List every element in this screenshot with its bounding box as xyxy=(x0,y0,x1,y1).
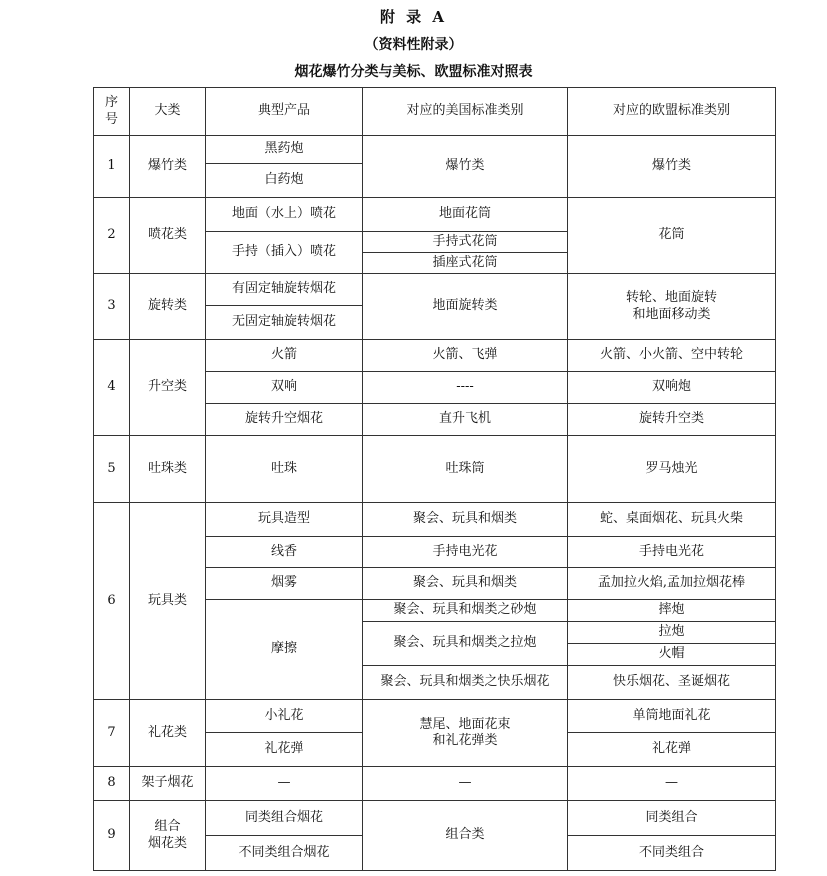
product-cell: 白药炮 xyxy=(206,164,363,198)
eu-cell: 手持电光花 xyxy=(568,537,776,568)
row-category: 礼花类 xyxy=(130,700,206,767)
us-cell: 聚会、玩具和烟类 xyxy=(363,503,568,537)
us-cell: 慧尾、地面花束 和礼花弹类 xyxy=(363,700,568,767)
product-cell: — xyxy=(206,767,363,801)
product-cell: 礼花弹 xyxy=(206,733,363,767)
eu-cell: 不同类组合 xyxy=(568,836,776,871)
product-cell: 吐珠 xyxy=(206,436,363,503)
row-no: 2 xyxy=(94,198,130,274)
row-category: 升空类 xyxy=(130,340,206,436)
table-row xyxy=(94,700,776,733)
eu-cell: 火箭、小火箭、空中转轮 xyxy=(568,340,776,372)
row-category: 架子烟花 xyxy=(130,767,206,801)
product-cell: 有固定轴旋转烟花 xyxy=(206,274,363,306)
product-cell: 地面（水上）喷花 xyxy=(206,198,363,232)
row-no: 3 xyxy=(94,274,130,340)
eu-cell: 摔炮 xyxy=(568,600,776,622)
product-cell: 摩擦 xyxy=(206,600,363,700)
table-row xyxy=(94,767,776,801)
table-title: 烟花爆竹分类与美标、欧盟标准对照表 xyxy=(294,64,533,80)
product-cell: 手持（插入）喷花 xyxy=(206,232,363,274)
col-header-category: 大类 xyxy=(130,88,206,136)
col-header-no: 序号 xyxy=(94,88,130,136)
eu-cell: 单筒地面礼花 xyxy=(568,700,776,733)
us-cell: 聚会、玩具和烟类之快乐烟花 xyxy=(363,666,568,700)
eu-cell: 双响炮 xyxy=(568,372,776,404)
us-cell: 聚会、玩具和烟类之砂炮 xyxy=(363,600,568,622)
product-cell: 线香 xyxy=(206,537,363,568)
row-no: 1 xyxy=(94,136,130,198)
table-row xyxy=(94,436,776,503)
product-cell: 同类组合烟花 xyxy=(206,801,363,836)
row-category: 爆竹类 xyxy=(130,136,206,198)
eu-cell: 花筒 xyxy=(568,198,776,274)
eu-cell: — xyxy=(568,767,776,801)
product-cell: 小礼花 xyxy=(206,700,363,733)
eu-cell: 礼花弹 xyxy=(568,733,776,767)
eu-cell: 蛇、桌面烟花、玩具火柴 xyxy=(568,503,776,537)
table-row xyxy=(94,136,776,164)
table-header-row xyxy=(94,88,776,136)
row-category: 组合 烟花类 xyxy=(130,801,206,871)
us-cell: ---- xyxy=(363,372,568,404)
product-cell: 旋转升空烟花 xyxy=(206,404,363,436)
eu-cell: 同类组合 xyxy=(568,801,776,836)
col-header-eu: 对应的欧盟标准类别 xyxy=(568,88,776,136)
eu-cell: 火帽 xyxy=(568,644,776,666)
classification-table xyxy=(93,87,776,871)
us-cell: 地面花筒 xyxy=(363,198,568,232)
col-header-us: 对应的美国标准类别 xyxy=(363,88,568,136)
table-row xyxy=(94,801,776,836)
table-row xyxy=(94,503,776,537)
us-cell: 爆竹类 xyxy=(363,136,568,198)
col-header-product: 典型产品 xyxy=(206,88,363,136)
row-category: 喷花类 xyxy=(130,198,206,274)
product-cell: 双响 xyxy=(206,372,363,404)
us-cell: 火箭、飞弹 xyxy=(363,340,568,372)
us-cell: 组合类 xyxy=(363,801,568,871)
product-cell: 玩具造型 xyxy=(206,503,363,537)
us-cell: — xyxy=(363,767,568,801)
eu-cell: 转轮、地面旋转 和地面移动类 xyxy=(568,274,776,340)
us-cell: 插座式花筒 xyxy=(363,253,568,274)
product-cell: 黑药炮 xyxy=(206,136,363,164)
row-category: 旋转类 xyxy=(130,274,206,340)
eu-cell: 旋转升空类 xyxy=(568,404,776,436)
eu-cell: 爆竹类 xyxy=(568,136,776,198)
product-cell: 烟雾 xyxy=(206,568,363,600)
table-row xyxy=(94,274,776,306)
row-category: 玩具类 xyxy=(130,503,206,700)
us-cell: 吐珠筒 xyxy=(363,436,568,503)
eu-cell: 快乐烟花、圣诞烟花 xyxy=(568,666,776,700)
product-cell: 无固定轴旋转烟花 xyxy=(206,306,363,340)
row-no: 5 xyxy=(94,436,130,503)
row-no: 7 xyxy=(94,700,130,767)
row-no: 8 xyxy=(94,767,130,801)
product-cell: 火箭 xyxy=(206,340,363,372)
row-no: 6 xyxy=(94,503,130,700)
us-cell: 地面旋转类 xyxy=(363,274,568,340)
eu-cell: 孟加拉火焰,孟加拉烟花棒 xyxy=(568,568,776,600)
us-cell: 聚会、玩具和烟类 xyxy=(363,568,568,600)
eu-cell: 拉炮 xyxy=(568,622,776,644)
us-cell: 手持电光花 xyxy=(363,537,568,568)
table-row xyxy=(94,198,776,232)
us-cell: 直升飞机 xyxy=(363,404,568,436)
appendix-note: （资料性附录） xyxy=(364,37,463,53)
table-row xyxy=(94,340,776,372)
row-no: 4 xyxy=(94,340,130,436)
product-cell: 不同类组合烟花 xyxy=(206,836,363,871)
us-cell: 聚会、玩具和烟类之拉炮 xyxy=(363,622,568,666)
eu-cell: 罗马烛光 xyxy=(568,436,776,503)
us-cell: 手持式花筒 xyxy=(363,232,568,253)
row-no: 9 xyxy=(94,801,130,871)
row-category: 吐珠类 xyxy=(130,436,206,503)
appendix-heading: 附 录 A xyxy=(379,8,448,26)
